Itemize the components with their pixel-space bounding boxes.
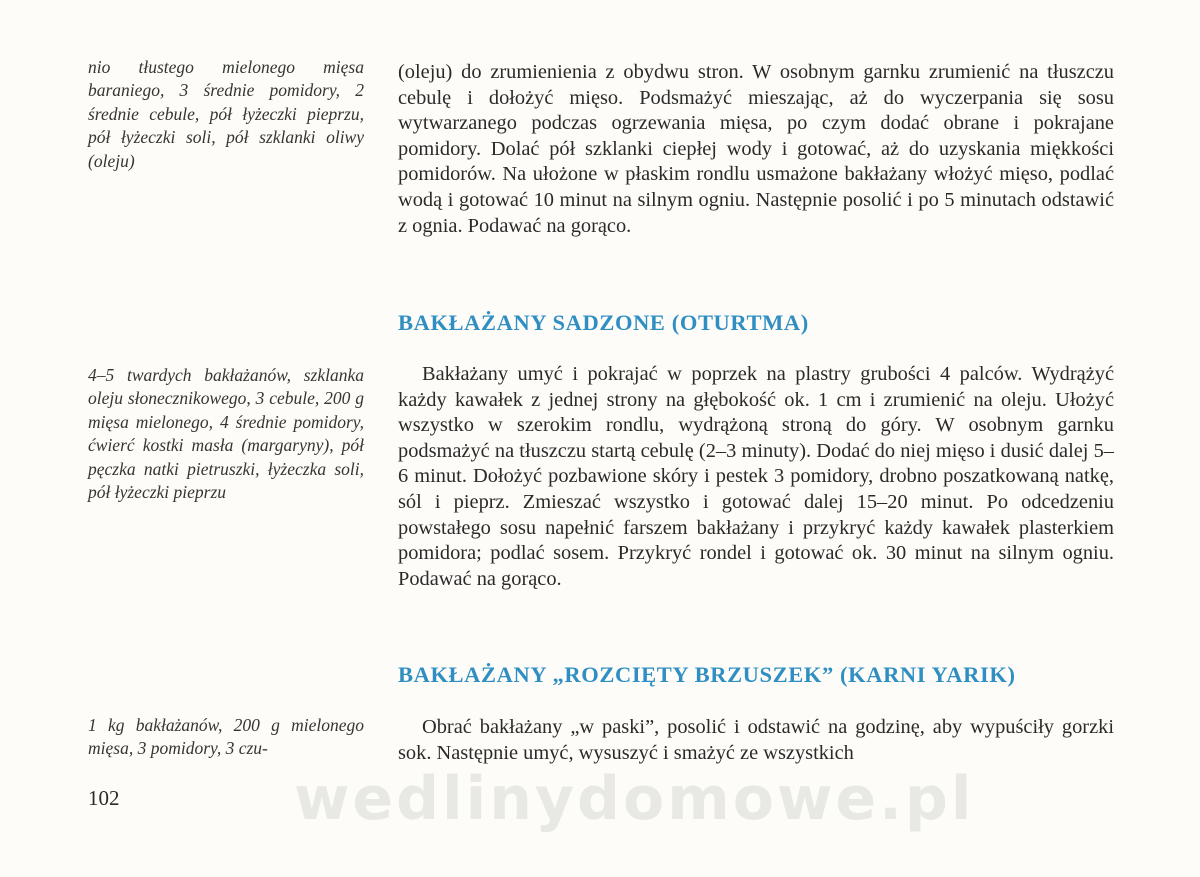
recipe-heading-karni-yarik: BAKŁAŻANY „ROZCIĘTY BRZUSZEK” (KARNI YARIK): [398, 662, 1016, 687]
recipe-text-karni-yarik: [398, 715, 1114, 766]
watermark: wedlinydomowe.pl: [294, 764, 975, 834]
recipe-text-oturtma: [398, 362, 1114, 592]
ingredients-note-3: 1 kg bakłażanów, 200 g mielonego mięsa, 3 pomidory, 3 czu-: [88, 715, 364, 759]
ingredients-note-2: 4–5 twardych bakłażanów, szklanka oleju słonecznikowego, 3 cebule, 200 g mięsa mielonego, 4 średnie pomidory, ćwierć kostki masła (margaryny), pół pęczka natki pietruszki, łyżeczka soli, pół łyżeczki pieprzu: [88, 365, 364, 503]
ingredients-note-1: nio tłustego mielonego mięsa baraniego, 3 średnie pomidory, 2 średnie cebule, pół łyżeczki pieprzu, pół łyżeczki soli, pół szklanki oliwy (oleju): [88, 57, 364, 171]
page-number: 102: [88, 786, 120, 810]
recipe-heading-oturtma: BAKŁAŻANY SADZONE (OTURTMA): [398, 310, 809, 335]
intro-paragraph: (oleju) do zrumienienia z obydwu stron. W osobnym garnku zrumienić na tłuszczu cebulę i dołożyć mięso. Podsmażyć mieszając, aż do wyczerpania się sosu wytwarzanego podczas ogrzewania mięsa, po czym dodać obrane i pokrajane pomidory. Dolać pół szklanki ciepłej wody i gotować, aż do uzyskania miękkości pomidorów. Na ułożone w płaskim rondlu usmażone bakłażany włożyć mięso, podlać wodą i gotować 10 minut na silnym ogniu. Następnie posolić i po 5 minutach odstawić z ognia. Podawać na gorąco.: [398, 61, 1114, 237]
recipe-text-intro: [398, 60, 1114, 239]
karni-yarik-paragraph: Obrać bakłażany „w paski”, posolić i odstawić na godzinę, aby wypuściły gorzki sok. Następnie umyć, wysuszyć i smażyć ze wszystkich: [398, 716, 1114, 764]
oturtma-paragraph: Bakłażany umyć i pokrajać w poprzek na plastry grubości 4 palców. Wydrążyć każdy kawałek z jednej strony na głębokość ok. 1 cm i zrumienić na oleju. Ułożyć wszystko w szerokim rondlu, wydrążoną stroną do góry. W osobnym garnku podsmażyć na tłuszczu startą cebulę (2–3 minuty). Dodać do niej mięso i dusić dalej 5–6 minut. Dołożyć pozbawione skóry i pestek 3 pomidory, drobno poszatkowaną natkę, sól i pieprz. Zmieszać wszystko i gotować dalej 15–20 minut. Po odcedzeniu powstałego sosu napełnić farszem bakłażany i przykryć każdy kawałek plasterkiem pomidora; podlać sosem. Przykryć rondel i gotować ok. 30 minut na silnym ogniu. Podawać na gorąco.: [398, 363, 1114, 590]
